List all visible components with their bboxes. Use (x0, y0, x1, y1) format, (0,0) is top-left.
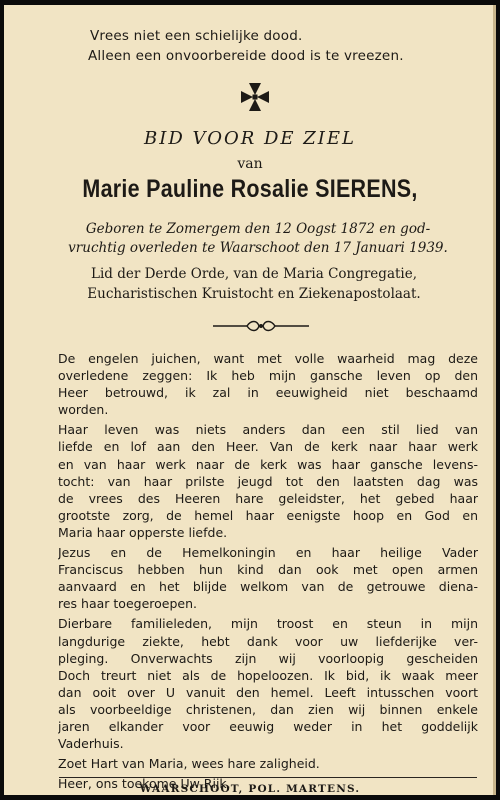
maltese-cross-icon (240, 82, 270, 112)
footer-rule (59, 777, 477, 778)
text-line: Dierbare familieleden, mijn troost en steun in mijn (58, 616, 478, 632)
text-line: als voorbeeldige christenen, dan zien wij binnen enkele (58, 701, 478, 717)
text-line: overledene zeggen: Ik heb mijn gansche leven op den (58, 368, 478, 384)
scroll-ornament (211, 318, 311, 334)
text-line: Doch treurt niet als de hopeloozen. Ik bid, ik waak meer (58, 667, 478, 683)
printer-credit: WAARSCHOOT, POL. MARTENS. (139, 783, 361, 795)
orders-info (34, 264, 474, 304)
prayer-1 (58, 755, 478, 772)
text-line: aanvaard en het blijde welkom van de getrouwe diena- (58, 579, 478, 595)
text-line: jaren elkander voor eeuwig weder in het goddelijk (58, 718, 478, 734)
van-label: van (237, 156, 263, 172)
text-line: en van haar werk naar de kerk was haar gansche levens- (58, 456, 478, 472)
text-line: worden. (58, 402, 109, 418)
text-line: liefde en lof aan den Heer. Van de kerk naar haar werk (58, 439, 478, 455)
motto-line-2: Alleen een onvoorbereide dood is te vreezen. (88, 48, 404, 64)
memorial-card (4, 5, 496, 795)
text-line: dan ooit over U vanuit den hemel. Leeft intusschen voort (58, 684, 478, 700)
text-line: res haar toegeroepen. (58, 596, 197, 612)
birth-line-2: vruchtig overleden te Waarschoot den 17 Januari 1939. (68, 240, 448, 256)
motto-line-1: Vrees niet een schielijke dood. (90, 28, 303, 44)
text-line: Heer, ons toekome Uw Rijk. (58, 776, 231, 792)
text-line: tocht: van haar prilste jeugd tot den laatsten dag was (58, 473, 478, 489)
text-line: pleging. Onverwachts zijn wij voorloopig gescheiden (58, 650, 478, 666)
text-line: Haar leven was niets anders dan een stil lied van (58, 422, 478, 438)
text-line: langdurige ziekte, hebt dank voor uw liefderijke ver- (58, 633, 478, 649)
paragraph-3 (58, 544, 478, 612)
deceased-name: Marie Pauline Rosalie SIERENS, (82, 175, 418, 203)
text-line: Franciscus hebben hun kind dan ook met open armen (58, 562, 478, 578)
text-line: De engelen juichen, want met volle waarheid mag deze (58, 351, 478, 366)
text-line: Maria haar opperste liefde. (58, 524, 228, 540)
orders-line-2: Eucharistischen Kruistocht en Ziekenapostolaat. (87, 286, 421, 302)
text-line: grootste zorg, de hemel haar eenigste hoop en God en (58, 507, 478, 523)
text-line: Vaderhuis. (58, 736, 124, 752)
heading: BID VOOR DE ZIEL (144, 128, 356, 149)
body-text (58, 350, 478, 792)
paragraph-1 (58, 350, 478, 418)
orders-line-1: Lid der Derde Orde, van de Maria Congregatie, (90, 266, 418, 282)
text-line: Jezus en de Hemelkoningin en haar heilige Vader (58, 545, 478, 561)
birth-death-info (38, 220, 478, 258)
birth-line-1: Geboren te Zomergem den 12 Oogst 1872 en god- (85, 221, 431, 237)
text-line: Heer betrouwd, ik zal in eeuwigheid niet beschaamd (58, 385, 478, 401)
motto (88, 26, 488, 66)
paragraph-4 (58, 615, 478, 752)
text-line: de vrees des Heeren hare geleidster, het gebed haar (58, 490, 478, 506)
paragraph-2 (58, 421, 478, 541)
text-line: Zoet Hart van Maria, wees hare zaligheid. (58, 756, 320, 772)
